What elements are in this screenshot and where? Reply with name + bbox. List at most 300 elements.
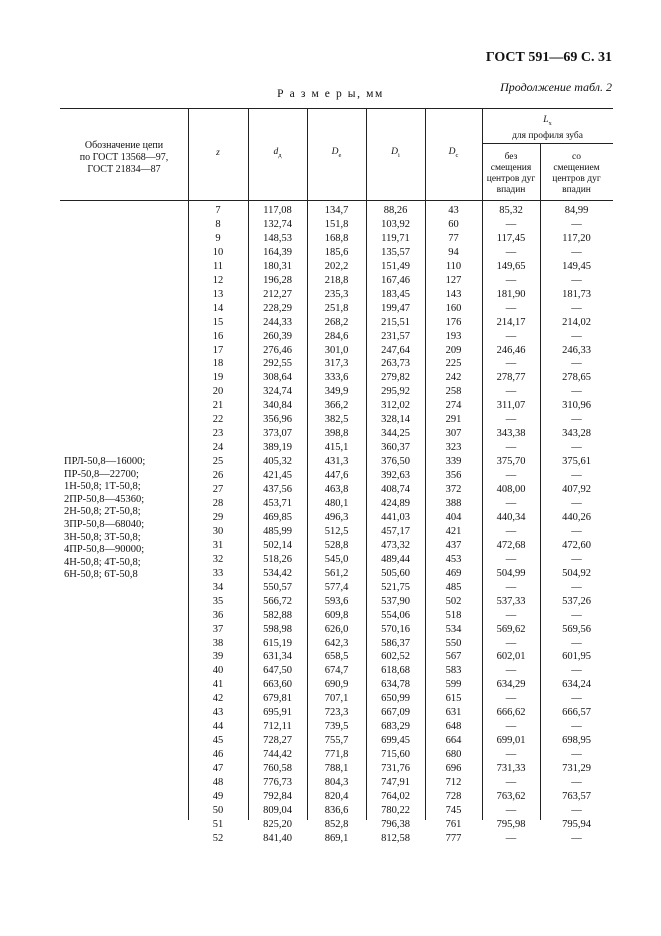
cell-L-without: —	[505, 330, 517, 342]
table-row	[0, 232, 661, 246]
cell-De: 366,2	[324, 400, 349, 412]
cell-z: 41	[212, 679, 224, 691]
cell-L-with: 181,73	[562, 288, 591, 300]
cell-L-without: —	[505, 525, 517, 537]
cell-z: 25	[212, 456, 224, 468]
cell-d: 212,27	[263, 288, 292, 300]
cell-d: 180,31	[263, 260, 292, 272]
cell-L-with: —	[571, 525, 582, 537]
cell-L-with: 666,57	[562, 707, 591, 719]
cell-L-with: 504,92	[562, 567, 591, 579]
table-row	[0, 678, 661, 692]
cell-z: 15	[212, 316, 224, 328]
cell-De: 463,8	[324, 484, 349, 495]
cell-De: 185,6	[324, 246, 349, 258]
cell-L-with: —	[571, 330, 582, 342]
cell-De: 804,3	[324, 776, 349, 788]
cell-Dc: 437	[445, 539, 462, 551]
cell-L-without: —	[505, 246, 517, 258]
cell-L-without: 634,29	[496, 679, 526, 691]
sizes-caption: Р а з м е р ы, мм	[277, 88, 384, 100]
cell-Di: 88,26	[383, 205, 408, 216]
table-row	[0, 804, 661, 818]
cell-L-with: —	[571, 414, 582, 426]
cell-Di: 215,51	[381, 316, 410, 328]
cell-De: 202,2	[324, 260, 349, 272]
cell-De: 593,6	[324, 595, 349, 607]
cell-De: 512,5	[324, 525, 349, 537]
cell-Dc: 502	[445, 595, 462, 607]
cell-Dc: 127	[445, 274, 462, 286]
cell-Dc: 599	[445, 679, 462, 691]
cell-Di: 231,57	[381, 330, 410, 342]
cell-L-without: —	[505, 832, 517, 844]
table-row	[0, 218, 661, 232]
cell-De: 561,2	[324, 567, 349, 579]
cell-L-without: —	[505, 358, 517, 370]
cell-De: 869,1	[324, 832, 349, 844]
cell-L-without: 569,62	[496, 623, 526, 635]
cell-Dc: 77	[448, 232, 459, 244]
cell-De: 382,5	[324, 414, 349, 426]
cell-z: 11	[212, 260, 224, 272]
table-row	[0, 427, 661, 441]
cell-d: 356,96	[263, 414, 292, 426]
cell-z: 24	[212, 442, 224, 454]
cell-d: 373,07	[263, 428, 292, 440]
cell-z: 50	[212, 804, 224, 816]
cell-Di: 537,90	[381, 595, 410, 607]
table-row	[0, 441, 661, 455]
cell-d: 534,42	[263, 567, 292, 579]
cell-L-with: —	[571, 358, 582, 370]
cell-L-with: —	[571, 302, 582, 314]
cell-L-with: —	[571, 609, 582, 621]
cell-Di: 505,60	[381, 567, 410, 579]
cell-Dc: 777	[445, 832, 462, 844]
cell-De: 626,0	[324, 623, 349, 635]
cell-L-with: —	[571, 637, 582, 649]
cell-L-without: —	[505, 470, 517, 482]
table-row	[0, 692, 661, 706]
cell-Di: 764,02	[381, 790, 410, 802]
cell-De: 218,8	[324, 274, 349, 286]
table-row	[0, 511, 661, 525]
cell-De: 496,3	[324, 511, 349, 523]
cell-L-with: 84,99	[564, 205, 589, 216]
cell-z: 48	[212, 776, 224, 788]
cell-z: 12	[212, 274, 224, 286]
cell-De: 545,0	[324, 553, 349, 565]
cell-Dc: 421	[445, 525, 462, 537]
cell-d: 469,85	[263, 511, 292, 523]
page-header: ГОСТ 591—69 С. 31	[485, 50, 612, 65]
cell-d: 421,45	[263, 470, 292, 482]
cell-d: 485,99	[263, 525, 292, 537]
cell-L-with: 375,61	[562, 456, 591, 468]
cell-d: 631,34	[263, 651, 292, 663]
cell-L-with: 214,02	[562, 316, 591, 328]
cell-Dc: 291	[445, 414, 462, 426]
cell-d: 148,53	[263, 232, 292, 244]
cell-Di: 247,64	[381, 344, 410, 356]
cell-z: 46	[212, 749, 224, 760]
header-Di: $D_i$	[391, 147, 400, 159]
cell-De: 674,7	[324, 665, 349, 677]
cell-z: 40	[212, 665, 224, 677]
cell-L-without: 278,77	[496, 372, 526, 384]
cell-De: 852,8	[324, 818, 349, 830]
cell-Di: 279,82	[381, 372, 410, 384]
table-row	[0, 525, 661, 539]
table-row	[0, 330, 661, 344]
designation-line: 4Н-50,8; 4Т-50,8;	[64, 556, 141, 568]
cell-Di: 780,22	[381, 804, 410, 816]
cell-L-without: 343,38	[496, 428, 526, 440]
cell-z: 39	[212, 651, 224, 663]
table-row	[0, 371, 661, 385]
cell-Dc: 728	[445, 790, 462, 802]
cell-Di: 376,50	[381, 456, 410, 468]
cell-Dc: 696	[445, 763, 462, 774]
cell-z: 38	[212, 637, 224, 649]
cell-Dc: 274	[445, 400, 462, 412]
cell-L-with: —	[571, 553, 582, 565]
cell-Di: 715,60	[381, 749, 410, 760]
cell-Dc: 209	[445, 344, 462, 356]
cell-L-without: —	[505, 637, 517, 649]
cell-L-with: 440,26	[562, 511, 591, 523]
table-continuation-note: Продолжение табл. 2	[500, 80, 612, 94]
cell-Di: 650,99	[381, 693, 410, 705]
table-row	[0, 483, 661, 497]
cell-De: 235,3	[324, 288, 349, 300]
cell-Dc: 648	[445, 721, 462, 733]
cell-De: 317,3	[324, 358, 349, 370]
cell-Di: 183,45	[381, 288, 410, 300]
table-row	[0, 734, 661, 748]
header-z: z	[216, 148, 220, 158]
cell-Di: 667,09	[381, 707, 410, 719]
designation-line: 3ПР-50,8—68040;	[64, 518, 145, 530]
cell-De: 771,8	[324, 749, 349, 760]
cell-L-without: 149,65	[496, 260, 526, 272]
cell-L-without: —	[505, 302, 517, 314]
cell-Dc: 550	[445, 637, 462, 649]
cell-z: 37	[212, 623, 224, 635]
cell-Di: 473,32	[381, 539, 410, 551]
cell-z: 31	[212, 539, 224, 551]
cell-De: 788,1	[324, 763, 349, 774]
cell-De: 755,7	[324, 735, 349, 747]
cell-d: 615,19	[263, 637, 292, 649]
cell-Di: 489,44	[381, 553, 410, 565]
cell-z: 22	[212, 414, 224, 426]
cell-z: 17	[212, 344, 224, 356]
header-designation: Обозначение цепи по ГОСТ 13568—97, ГОСТ 21834—87	[79, 140, 169, 175]
cell-L-without: —	[505, 804, 517, 816]
table-row	[0, 581, 661, 595]
cell-z: 26	[212, 470, 224, 482]
cell-Dc: 712	[445, 776, 462, 788]
cell-De: 723,3	[324, 707, 349, 719]
cell-L-with: 795,94	[562, 818, 591, 830]
cell-L-without: 181,90	[496, 288, 526, 300]
cell-Dc: 518	[445, 609, 462, 621]
cell-De: 707,1	[324, 693, 349, 705]
rule-l-split	[482, 143, 613, 144]
cell-De: 415,1	[324, 442, 349, 454]
header-L: $L_x$ для профиля зуба	[512, 115, 583, 141]
cell-z: 27	[212, 484, 224, 495]
cell-L-without: —	[505, 609, 517, 621]
cell-De: 151,8	[324, 218, 349, 230]
cell-De: 134,7	[324, 205, 349, 216]
cell-d: 744,42	[263, 749, 292, 760]
cell-L-with: 278,65	[562, 372, 591, 384]
cell-d: 841,40	[263, 832, 292, 844]
table-row	[0, 260, 661, 274]
cell-L-with: —	[571, 665, 582, 677]
cell-Di: 360,37	[381, 442, 410, 454]
cell-L-without: —	[505, 721, 517, 733]
cell-z: 9	[215, 232, 221, 244]
cell-L-with: 343,28	[562, 428, 591, 440]
cell-L-without: —	[505, 581, 517, 593]
table-row	[0, 832, 661, 846]
table-row	[0, 274, 661, 288]
cell-L-without: —	[505, 274, 517, 286]
cell-d: 244,33	[263, 316, 292, 328]
designation-line: 2Н-50,8; 2Т-50,8;	[64, 506, 141, 518]
cell-d: 582,88	[263, 609, 292, 621]
cell-L-without: 440,34	[496, 511, 526, 523]
cell-De: 480,1	[324, 497, 349, 509]
cell-De: 739,5	[324, 721, 349, 733]
cell-d: 776,73	[263, 776, 292, 788]
cell-Di: 554,06	[381, 609, 410, 621]
cell-Di: 731,76	[381, 763, 410, 774]
cell-z: 32	[212, 553, 224, 565]
cell-L-without: 408,00	[496, 484, 526, 495]
header-De: $D_e$	[331, 147, 342, 159]
cell-Dc: 631	[445, 707, 462, 719]
cell-L-with: 310,96	[562, 400, 591, 412]
cell-z: 35	[212, 595, 224, 607]
cell-d: 324,74	[263, 386, 292, 398]
designation-line: 6Н-50,8; 6Т-50,8	[64, 569, 138, 581]
cell-z: 8	[215, 218, 221, 230]
cell-L-without: —	[505, 749, 517, 760]
cell-d: 598,98	[263, 623, 292, 635]
designation-line: 4ПР-50,8—90000;	[64, 544, 145, 556]
table-row	[0, 399, 661, 413]
cell-z: 10	[212, 246, 224, 258]
cell-L-without: —	[505, 218, 517, 230]
cell-De: 690,9	[324, 679, 349, 691]
cell-Di: 263,73	[381, 358, 410, 370]
cell-d: 825,20	[263, 818, 292, 830]
cell-L-with: 472,60	[562, 539, 591, 551]
cell-Di: 457,17	[381, 525, 410, 537]
cell-L-without: 117,45	[496, 232, 526, 244]
cell-Di: 812,58	[381, 832, 410, 844]
cell-z: 30	[212, 525, 224, 537]
cell-L-without: 731,33	[496, 763, 526, 774]
cell-L-with: 407,92	[562, 484, 591, 495]
cell-L-without: —	[505, 665, 517, 677]
cell-L-with: —	[571, 246, 582, 258]
cell-Dc: 160	[445, 302, 462, 314]
cell-Dc: 680	[445, 749, 462, 760]
cell-Di: 441,03	[381, 511, 410, 523]
cell-L-with: —	[571, 721, 582, 733]
cell-z: 45	[212, 735, 224, 747]
cell-d: 760,58	[263, 763, 292, 774]
cell-d: 647,50	[263, 665, 292, 677]
table-row	[0, 497, 661, 511]
cell-L-without: —	[505, 386, 517, 398]
cell-z: 36	[212, 609, 224, 621]
table-row	[0, 539, 661, 553]
cell-d: 663,60	[263, 679, 292, 691]
cell-L-with: 569,56	[562, 623, 591, 635]
table-row	[0, 650, 661, 664]
cell-Di: 683,29	[381, 721, 410, 733]
cell-Dc: 372	[445, 484, 462, 495]
cell-L-with: —	[571, 442, 582, 454]
cell-De: 251,8	[324, 302, 349, 314]
cell-Dc: 60	[448, 218, 459, 230]
cell-L-without: 537,33	[496, 595, 526, 607]
cell-z: 23	[212, 428, 224, 440]
cell-Di: 312,02	[381, 400, 410, 412]
cell-Dc: 307	[445, 428, 462, 440]
cell-d: 437,56	[263, 484, 292, 495]
table-row	[0, 720, 661, 734]
cell-L-with: 763,57	[562, 790, 591, 802]
cell-z: 19	[212, 372, 224, 384]
table-row	[0, 204, 661, 218]
cell-z: 42	[212, 693, 224, 705]
cell-De: 333,6	[324, 372, 349, 384]
cell-d: 389,19	[263, 442, 292, 454]
table-row	[0, 302, 661, 316]
cell-z: 20	[212, 386, 224, 398]
cell-z: 7	[215, 205, 221, 216]
cell-De: 528,8	[324, 539, 349, 551]
cell-Dc: 404	[445, 511, 462, 523]
cell-Dc: 615	[445, 693, 462, 705]
designation-line: 2ПР-50,8—45360;	[64, 493, 145, 505]
cell-d: 260,39	[263, 330, 292, 342]
cell-L-with: —	[571, 776, 582, 788]
cell-L-with: —	[571, 386, 582, 398]
cell-z: 49	[212, 790, 224, 802]
cell-L-without: 699,01	[496, 735, 526, 747]
cell-Dc: 143	[445, 288, 462, 300]
cell-De: 820,4	[324, 790, 349, 802]
cell-L-with: 731,29	[562, 763, 591, 774]
table-row	[0, 790, 661, 804]
cell-De: 642,3	[324, 637, 349, 649]
cell-L-with: —	[571, 218, 582, 230]
cell-L-with: —	[571, 497, 582, 509]
cell-L-without: 763,62	[496, 790, 526, 802]
cell-d: 132,74	[263, 218, 292, 230]
cell-d: 117,08	[263, 205, 292, 216]
cell-Di: 586,37	[381, 637, 410, 649]
cell-d: 308,64	[263, 372, 292, 384]
cell-L-with: —	[571, 832, 582, 844]
cell-De: 268,2	[324, 316, 349, 328]
cell-Di: 295,92	[381, 386, 410, 398]
cell-L-with: 246,33	[562, 344, 591, 356]
designation-line: ПРЛ-50,8—16000;	[64, 456, 146, 467]
cell-Di: 408,74	[381, 484, 410, 495]
cell-L-without: —	[505, 442, 517, 454]
cell-d: 712,11	[263, 721, 292, 733]
cell-Dc: 469	[445, 567, 462, 579]
table-row	[0, 623, 661, 637]
cell-L-with: 117,20	[562, 232, 591, 244]
cell-Dc: 225	[445, 358, 462, 370]
cell-De: 398,8	[324, 428, 349, 440]
cell-De: 168,8	[324, 232, 349, 244]
cell-L-without: —	[505, 414, 517, 426]
table-row	[0, 288, 661, 302]
cell-De: 836,6	[324, 804, 349, 816]
cell-L-with: —	[571, 274, 582, 286]
cell-L-without: 246,46	[496, 344, 526, 356]
cell-Di: 618,68	[381, 665, 410, 677]
cell-L-with: 601,95	[562, 651, 591, 663]
cell-L-without: 85,32	[499, 205, 523, 216]
cell-L-without: —	[505, 553, 517, 565]
cell-Di: 392,63	[381, 470, 410, 482]
cell-Di: 521,75	[381, 581, 410, 593]
cell-z: 13	[212, 288, 224, 300]
cell-z: 28	[212, 497, 224, 509]
table-row	[0, 455, 661, 469]
cell-Dc: 242	[445, 372, 462, 384]
header-d: $d_д$	[273, 147, 282, 159]
cell-Di: 167,46	[381, 274, 410, 286]
cell-Dc: 453	[445, 553, 462, 565]
cell-z: 14	[212, 302, 224, 314]
rule-header-bottom	[60, 200, 613, 201]
table-row	[0, 316, 661, 330]
cell-L-without: —	[505, 776, 517, 788]
cell-Dc: 94	[448, 246, 459, 258]
cell-Di: 634,78	[381, 679, 410, 691]
cell-d: 228,29	[263, 302, 292, 314]
cell-Di: 796,38	[381, 818, 410, 830]
cell-L-with: 698,95	[562, 735, 591, 747]
table-row	[0, 246, 661, 260]
cell-Di: 699,45	[381, 735, 410, 747]
cell-d: 196,28	[263, 274, 292, 286]
cell-Dc: 258	[445, 386, 462, 398]
table-row	[0, 776, 661, 790]
cell-Dc: 43	[448, 205, 459, 216]
designation-line: 1Н-50,8; 1Т-50,8;	[64, 481, 141, 493]
cell-L-with: 634,24	[562, 679, 591, 691]
cell-Di: 119,71	[381, 232, 410, 244]
table-row	[0, 469, 661, 483]
header-Dc: $D_c$	[448, 147, 459, 159]
cell-d: 518,26	[263, 553, 292, 565]
